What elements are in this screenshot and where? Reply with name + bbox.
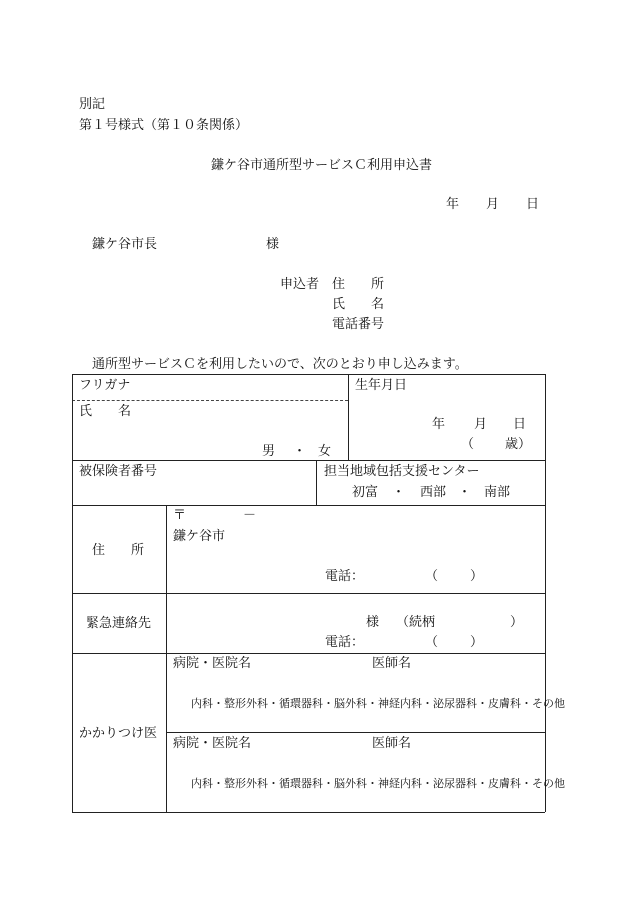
postal-dash: － bbox=[243, 508, 257, 523]
departments-1: 内科・整形外科・循環器科・脳外科・神経内科・泌尿器科・皮膚科・その他 bbox=[191, 697, 565, 710]
furigana-label: フリガナ bbox=[79, 378, 131, 393]
intro-text: 通所型サービスＣを利用したいので、次のとおり申し込みます。 bbox=[92, 357, 468, 372]
birth-year: 年 bbox=[432, 417, 446, 432]
date-month: 月 bbox=[486, 197, 500, 212]
gender-separator: ・ bbox=[293, 444, 307, 459]
hospital-name-label-2: 病院・医院名 bbox=[173, 736, 252, 751]
center-option-seibu: 西部 bbox=[420, 485, 447, 500]
center-label: 担当地域包括支援センター bbox=[324, 464, 480, 479]
center-option-nanbu: 南部 bbox=[484, 485, 511, 500]
page-title: 鎌ケ谷市通所型サービスＣ利用申込書 bbox=[211, 158, 433, 173]
age-close: 歳） bbox=[505, 437, 532, 452]
hospital-name-label-1: 病院・医院名 bbox=[173, 656, 252, 671]
emergency-relation-close: ） bbox=[510, 615, 524, 630]
emergency-label: 緊急連絡先 bbox=[86, 616, 152, 631]
birthdate-label: 生年月日 bbox=[355, 378, 408, 393]
address-phone-close: ） bbox=[470, 569, 484, 584]
date-day: 日 bbox=[526, 197, 540, 212]
name-label: 氏 名 bbox=[79, 404, 132, 419]
birth-day: 日 bbox=[513, 417, 527, 432]
postal-mark: 〒 bbox=[173, 508, 187, 523]
emergency-phone-open: （ bbox=[425, 635, 439, 650]
form-number: 第１号様式（第１０条関係） bbox=[79, 118, 249, 133]
applicant-label: 申込者 bbox=[280, 277, 320, 292]
center-separator-2: ・ bbox=[458, 485, 472, 500]
address-label: 住 所 bbox=[92, 543, 145, 558]
doctor-name-label-2: 医師名 bbox=[372, 736, 412, 751]
attachment-label: 別記 bbox=[79, 97, 106, 112]
applicant-address-label: 住 所 bbox=[332, 277, 385, 292]
applicant-name-label: 氏 名 bbox=[332, 297, 385, 312]
birth-month: 月 bbox=[474, 417, 488, 432]
date-year: 年 bbox=[446, 197, 460, 212]
age-open: （ bbox=[461, 437, 475, 452]
insured-number-label: 被保険者番号 bbox=[79, 464, 158, 479]
emergency-phone-close: ） bbox=[470, 635, 484, 650]
doctor-label: かかりつけ医 bbox=[79, 726, 158, 741]
addressee: 鎌ケ谷市長 bbox=[92, 237, 158, 252]
gender-male: 男 bbox=[262, 444, 276, 459]
address-phone-label: 電話： bbox=[325, 569, 365, 584]
doctor-name-label-1: 医師名 bbox=[372, 656, 412, 671]
emergency-phone-label: 電話： bbox=[325, 635, 365, 650]
emergency-relation-label: （続柄 bbox=[396, 615, 436, 630]
emergency-honorific: 様 bbox=[366, 615, 380, 630]
addressee-honorific: 様 bbox=[266, 237, 280, 252]
address-city: 鎌ケ谷市 bbox=[173, 529, 226, 544]
center-option-hatsutomi: 初富 bbox=[352, 485, 379, 500]
applicant-phone-label: 電話番号 bbox=[332, 317, 385, 332]
departments-2: 内科・整形外科・循環器科・脳外科・神経内科・泌尿器科・皮膚科・その他 bbox=[191, 777, 565, 790]
gender-female: 女 bbox=[318, 444, 332, 459]
address-phone-open: （ bbox=[425, 569, 439, 584]
center-separator-1: ・ bbox=[392, 485, 406, 500]
